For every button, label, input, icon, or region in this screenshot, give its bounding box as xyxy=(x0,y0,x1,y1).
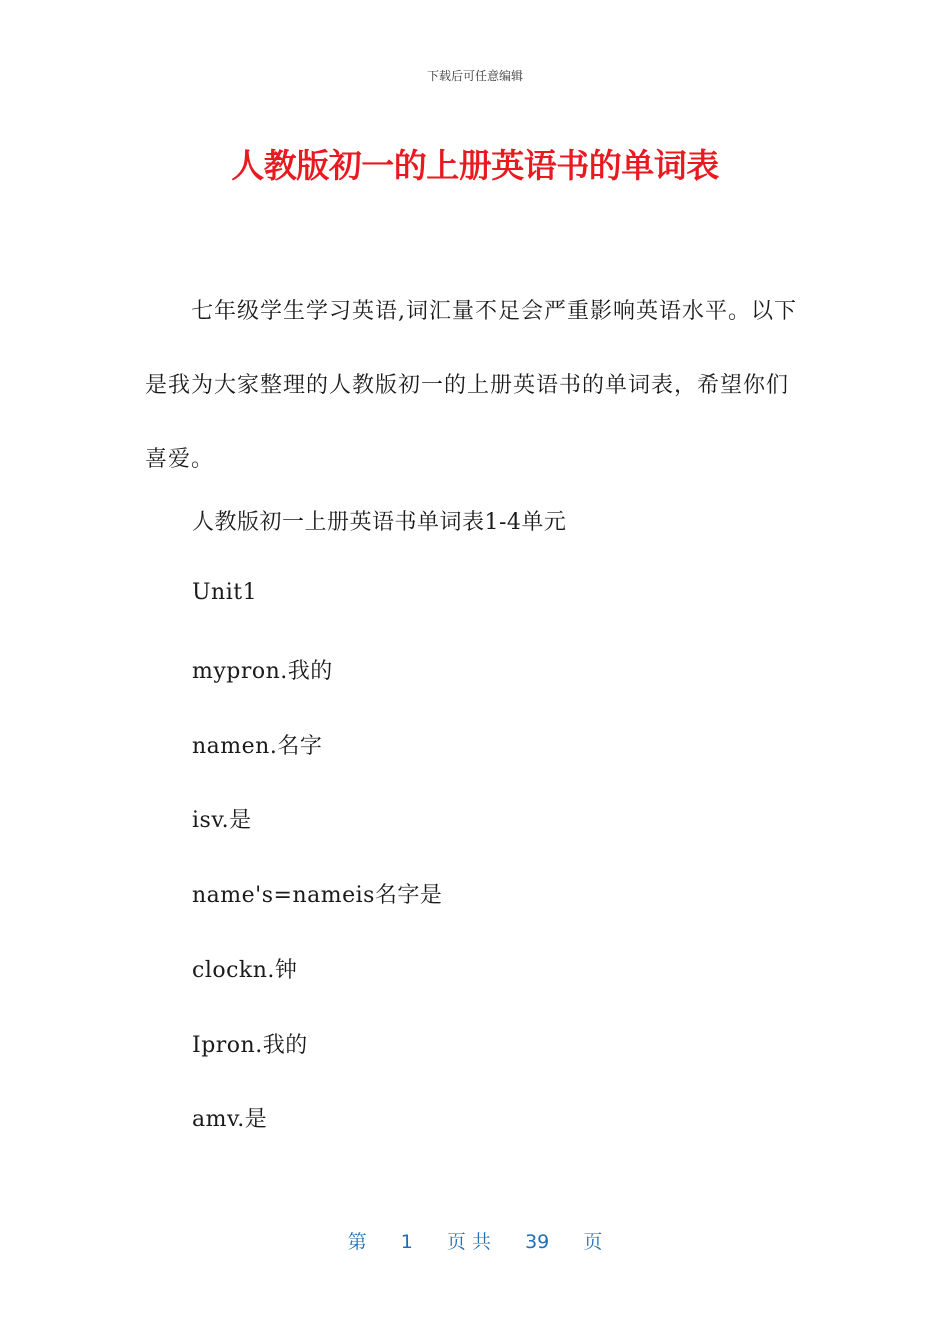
footer-page-label: 第 xyxy=(347,1231,367,1253)
vocab-item: Ipron.我的 xyxy=(192,1033,308,1058)
vocab-item: clockn.钟 xyxy=(192,958,298,983)
section-heading: 人教版初一上册英语书单词表1-4单元 xyxy=(192,510,567,535)
header-note: 下载后可任意编辑 xyxy=(426,69,523,83)
footer-page-number: 1 xyxy=(400,1231,413,1253)
page-title: 人教版初一的上册英语书的单词表 xyxy=(231,146,719,185)
intro-paragraph: 七年级学生学习英语,词汇量不足会严重影响英语水平。以下是我为大家整理的人教版初一的上册英语书的单词表，希望你们喜爱。 xyxy=(145,299,797,472)
footer-total-pages: 39 xyxy=(525,1231,550,1253)
unit-heading: Unit1 xyxy=(192,580,258,605)
vocab-item: mypron.我的 xyxy=(192,659,333,684)
vocab-item: name's=nameis名字是 xyxy=(192,883,443,908)
vocab-item: amv.是 xyxy=(192,1107,268,1132)
vocab-item: namen.名字 xyxy=(192,734,323,759)
page-footer xyxy=(0,1227,950,1254)
vocab-item: isv.是 xyxy=(192,808,252,833)
footer-of-label: 页 共 xyxy=(446,1231,491,1253)
footer-pages-suffix: 页 xyxy=(583,1231,603,1253)
